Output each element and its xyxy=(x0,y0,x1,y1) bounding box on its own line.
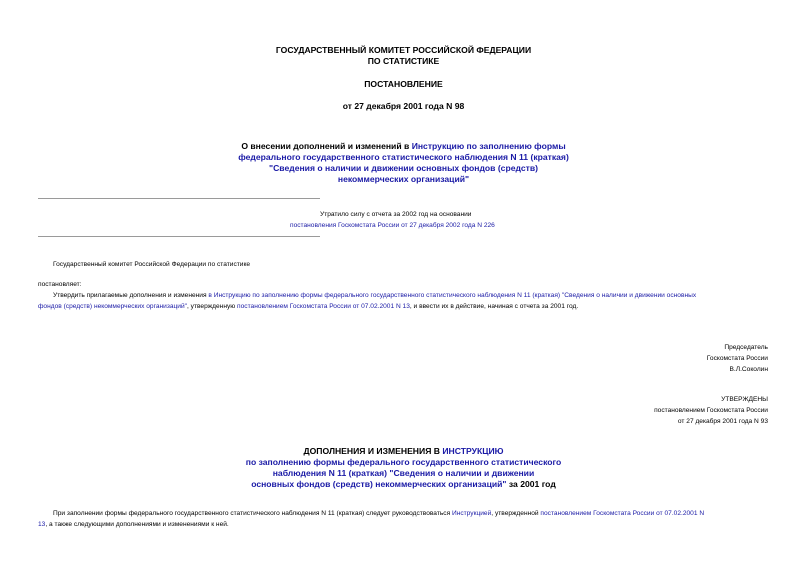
final-start: При заполнении формы федерального государственного статистического наблюдения N 11 (краткая) следует руководствоваться xyxy=(53,510,452,517)
divider-top xyxy=(38,198,320,199)
final-instruction-link[interactable]: Инструкцией xyxy=(451,510,492,517)
title-prefix: О внесении дополнений и изменений в xyxy=(241,141,412,151)
divider-bottom xyxy=(38,236,320,237)
repeal-link[interactable]: постановления Госкомстата России от 27 декабря 2002 года N 226 xyxy=(290,222,495,229)
document-type: ПОСТАНОВЛЕНИЕ xyxy=(364,79,443,89)
section-suffix: за 2001 год xyxy=(506,479,556,489)
p1-end: , и ввести их в действие, начиная с отчета за 2001 год. xyxy=(409,303,579,310)
final-mid: , утвержденной xyxy=(491,510,541,517)
approved-line-3: от 27 декабря 2001 года N 93 xyxy=(677,418,768,425)
approved-label: УТВЕРЖДЕНЫ xyxy=(721,396,768,403)
p1-instruction-link-cont[interactable]: фондов (средств) некоммерческих организаций" xyxy=(38,303,188,310)
approved-line-2: постановлением Госкомстата России xyxy=(654,407,768,414)
p1-mid: , утвержденную xyxy=(187,303,238,310)
final-resolution-link[interactable]: постановлением Госкомстата России от 07.02.2001 N xyxy=(540,510,705,517)
section-line-2[interactable]: по заполнению формы федерального государственного статистического xyxy=(245,457,562,467)
section-line-4 xyxy=(0,479,807,490)
final-line-2 xyxy=(38,519,229,531)
section-line-3[interactable]: наблюдения N 11 (краткая) "Сведения о наличии и движении xyxy=(272,468,535,478)
issuer-line-1: ГОСУДАРСТВЕННЫЙ КОМИТЕТ РОССИЙСКОЙ ФЕДЕРАЦИИ xyxy=(275,45,532,55)
document-date: от 27 декабря 2001 года N 98 xyxy=(342,101,465,111)
title-line-2[interactable]: федерального государственного статистического наблюдения N 11 (краткая) xyxy=(238,152,569,162)
paragraph-1-line-2 xyxy=(38,301,578,313)
section-instruction-link[interactable]: ИНСТРУКЦИЮ xyxy=(442,446,504,456)
final-end: , а также следующими дополнениями и изменениями к ней. xyxy=(45,521,229,528)
status-text: Утратило силу с отчета за 2002 год на основании xyxy=(320,211,472,218)
signature-name: В.Л.Соколин xyxy=(729,366,768,373)
final-line-1 xyxy=(53,508,704,520)
issuer-line-2: ПО СТАТИСТИКЕ xyxy=(367,56,440,66)
p1-start: Утвердить прилагаемые дополнения и изменения xyxy=(53,292,209,299)
decides-text: постановляет: xyxy=(38,281,82,288)
paragraph-1-line-1 xyxy=(53,290,769,302)
final-resolution-link-cont[interactable]: 13 xyxy=(38,521,46,528)
section-line-1 xyxy=(0,446,807,457)
p1-resolution-link[interactable]: постановлением Госкомстата России от 07.02.2001 N 13 xyxy=(237,303,410,310)
p1-instruction-link[interactable]: в Инструкцию по заполнению формы федерального государственного статистического наблюдения N 11 (краткая) "Сведения о наличии и движении основных xyxy=(208,292,697,299)
title-line-1 xyxy=(0,141,807,152)
section-instruction-link-end[interactable]: основных фондов (средств) некоммерческих организаций" xyxy=(251,479,507,489)
signature-role: Председатель xyxy=(724,344,768,351)
signature-org: Госкомстата России xyxy=(706,355,768,362)
instruction-link[interactable]: Инструкцию по заполнению формы xyxy=(411,141,566,151)
title-line-3[interactable]: "Сведения о наличии и движении основных фондов (средств) xyxy=(269,163,538,173)
title-line-4[interactable]: некоммерческих организаций" xyxy=(337,174,470,184)
intro-text: Государственный комитет Российской Федерации по статистике xyxy=(53,261,251,268)
section-prefix: ДОПОЛНЕНИЯ И ИЗМЕНЕНИЯ В xyxy=(303,446,443,456)
